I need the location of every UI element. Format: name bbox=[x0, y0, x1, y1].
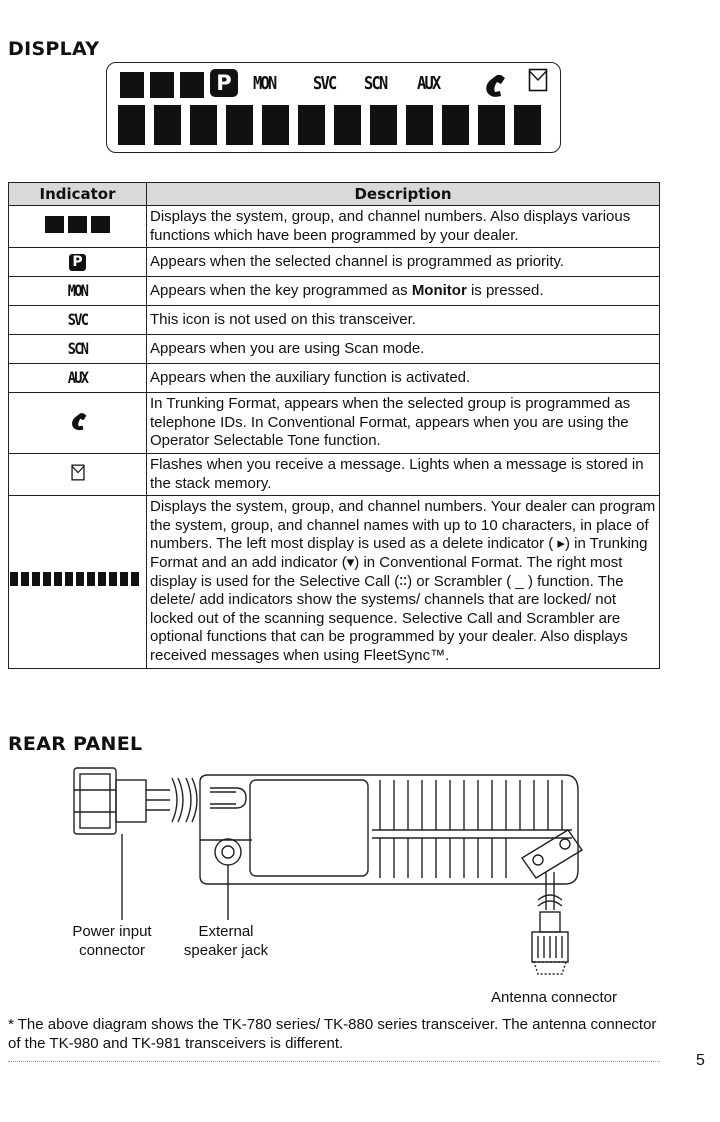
description-cell: Flashes when you receive a message. Lights when a message is stored in the stack memory. bbox=[147, 453, 660, 495]
description-cell: This icon is not used on this transceiver. bbox=[147, 306, 660, 335]
lcd-char-block bbox=[154, 105, 181, 145]
lcd-label-mon: MON bbox=[253, 73, 276, 94]
antenna-connector-plate bbox=[522, 830, 582, 878]
indicator-cell bbox=[9, 335, 147, 364]
description-cell: Displays the system, group, and channel numbers. Your dealer can program the system, group, and channel names with up to 10 characters, in place of numbers. The left most display is used as a delete indicator ( ▸) in Trunking Format and an add indicator (▾) in Conventional Format. The right most display is used for the Selective Call (∶∶) or Scrambler ( _ ) function. The delete/ add indicators show the systems/ channels that are locked/ not locked out of the scanning sequence. Selective Call and Scrambler are optional functions that can be programmed by your dealer. Also displays received messages when using FleetSync™. bbox=[147, 496, 660, 668]
message-envelope-icon bbox=[71, 464, 85, 481]
lcd-label-svc: SVC bbox=[313, 73, 336, 94]
lcd-char-block bbox=[442, 105, 469, 145]
indicator-cell bbox=[9, 206, 147, 248]
lcd-char-block bbox=[370, 105, 397, 145]
description-cell bbox=[147, 277, 660, 306]
indicator-cell bbox=[9, 306, 147, 335]
indicator-cell bbox=[9, 277, 147, 306]
svc-label: SVC bbox=[67, 310, 88, 330]
table-row bbox=[9, 335, 660, 364]
description-text: Appears when the key programmed as bbox=[150, 281, 412, 299]
priority-icon: P bbox=[69, 254, 86, 271]
indicator-cell bbox=[9, 496, 147, 668]
lcd-char-block bbox=[334, 105, 361, 145]
description-cell: Appears when the selected channel is programmed as priority. bbox=[147, 248, 660, 277]
lcd-segment-block bbox=[120, 72, 144, 98]
description-cell: In Trunking Format, appears when the selected group is programmed as telephone IDs. In Conventional Format, appears when you are using the Operator Selectable Tone function. bbox=[147, 393, 660, 454]
power-input-connector-label: Power input connector bbox=[72, 923, 152, 959]
table-row bbox=[9, 248, 660, 277]
table-row bbox=[9, 453, 660, 495]
lcd-char-block bbox=[118, 105, 145, 145]
lcd-label-aux: AUX bbox=[417, 73, 440, 94]
external-speaker-jack-label: External speaker jack bbox=[183, 923, 269, 959]
lcd-priority-icon: P bbox=[210, 69, 238, 97]
footer-rule bbox=[8, 1061, 660, 1062]
lcd-display-diagram bbox=[106, 62, 561, 153]
description-text: is pressed. bbox=[466, 281, 544, 299]
indicator-cell bbox=[9, 453, 147, 495]
lcd-char-block bbox=[514, 105, 541, 145]
indicator-cell bbox=[9, 364, 147, 393]
three-segment-blocks-icon bbox=[43, 220, 112, 237]
description-cell: Appears when the auxiliary function is activated. bbox=[147, 364, 660, 393]
external-speaker-jack bbox=[215, 839, 241, 865]
lcd-char-block bbox=[226, 105, 253, 145]
column-header-description: Description bbox=[147, 183, 660, 206]
display-heading: DISPLAY bbox=[8, 38, 100, 60]
lcd-char-block bbox=[298, 105, 325, 145]
mon-label: MON bbox=[67, 281, 88, 301]
table-row bbox=[9, 306, 660, 335]
antenna-connector-label: Antenna connector bbox=[491, 989, 617, 1006]
lcd-char-block bbox=[262, 105, 289, 145]
lcd-segment-block bbox=[180, 72, 204, 98]
description-cell: Appears when you are using Scan mode. bbox=[147, 335, 660, 364]
column-header-indicator: Indicator bbox=[9, 183, 147, 206]
lcd-char-block bbox=[406, 105, 433, 145]
table-row bbox=[9, 206, 660, 248]
indicator-cell bbox=[9, 248, 147, 277]
page-number: 5 bbox=[696, 1052, 705, 1069]
table-row bbox=[9, 277, 660, 306]
table-header-row bbox=[9, 183, 660, 206]
rear-panel-heading: REAR PANEL bbox=[8, 733, 143, 755]
table-row bbox=[9, 393, 660, 454]
lcd-char-block bbox=[478, 105, 505, 145]
lcd-telephone-icon bbox=[481, 72, 507, 98]
lcd-char-block bbox=[190, 105, 217, 145]
telephone-icon bbox=[68, 411, 88, 431]
lcd-message-envelope-icon bbox=[528, 68, 548, 92]
description-cell: Displays the system, group, and channel numbers. Also displays various functions which have been programmed by your dealer. bbox=[147, 206, 660, 248]
indicator-table bbox=[8, 182, 660, 669]
indicator-cell bbox=[9, 393, 147, 454]
table-row bbox=[9, 364, 660, 393]
table-row bbox=[9, 496, 660, 668]
lcd-label-scn: SCN bbox=[364, 73, 387, 94]
footnote: * The above diagram shows the TK-780 series/ TK-880 series transceiver. The antenna connector of the TK-980 and TK-981 transceivers is different. bbox=[8, 1016, 657, 1052]
scn-label: SCN bbox=[67, 339, 88, 359]
lcd-segment-block bbox=[150, 72, 174, 98]
aux-label: AUX bbox=[67, 368, 88, 388]
twelve-segment-blocks-icon bbox=[10, 573, 139, 590]
description-bold-text: Monitor bbox=[411, 281, 467, 299]
